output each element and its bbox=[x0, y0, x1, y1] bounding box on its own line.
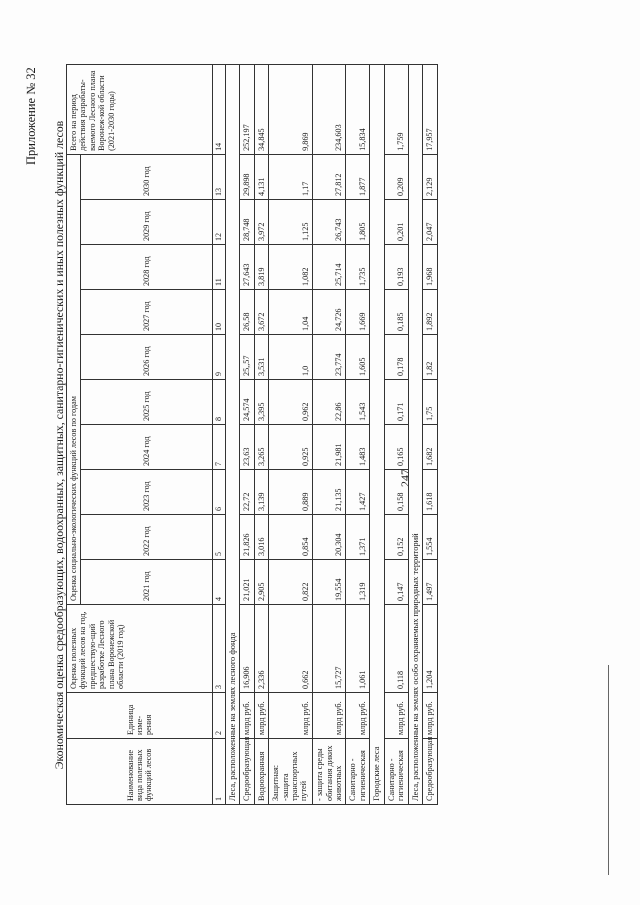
row-base-value: 0,662 bbox=[269, 605, 313, 693]
footer-divider bbox=[608, 665, 609, 875]
row-year-value: 3,972 bbox=[254, 200, 268, 245]
row-year-value: 1,371 bbox=[346, 515, 370, 560]
row-year-value: 1,682 bbox=[423, 425, 437, 470]
row-year-value: 3,265 bbox=[254, 425, 268, 470]
header-year: 2030 год bbox=[81, 154, 213, 199]
row-year-value: 0,201 bbox=[384, 200, 408, 245]
row-year-value: 1,968 bbox=[423, 245, 437, 290]
row-year-value: 0,962 bbox=[269, 380, 313, 425]
row-year-value: 2,047 bbox=[423, 200, 437, 245]
row-base-value: 1,204 bbox=[423, 605, 437, 693]
valuation-table bbox=[66, 64, 438, 805]
header-group: Оценка социально-экологических функций лесов по годам bbox=[67, 154, 81, 604]
row-year-value: 21,981 bbox=[313, 425, 346, 470]
row-year-value: 21,021 bbox=[240, 560, 254, 605]
page-number: 247 bbox=[398, 469, 412, 487]
row-year-value: 0,158 bbox=[384, 470, 408, 515]
row-year-value: 29,898 bbox=[240, 154, 254, 199]
row-year-value: 0,147 bbox=[384, 560, 408, 605]
row-year-value: 1,892 bbox=[423, 290, 437, 335]
row-unit: млрд руб. bbox=[346, 693, 370, 739]
row-year-value: 2,129 bbox=[423, 154, 437, 199]
row-year-value: 22,86 bbox=[313, 380, 346, 425]
row-year-value: 4,131 bbox=[254, 154, 268, 199]
row-name: Защитная: -защита транспортных путей bbox=[269, 739, 313, 805]
row-name: Средообразующая bbox=[423, 739, 437, 805]
col-number: 14 bbox=[213, 64, 225, 154]
row-name: Водоохранная bbox=[254, 739, 268, 805]
row-unit: млрд руб. bbox=[269, 693, 313, 739]
row-year-value: 0,209 bbox=[384, 154, 408, 199]
row-year-value: 26,743 bbox=[313, 200, 346, 245]
row-year-value: 1,543 bbox=[346, 380, 370, 425]
row-unit: млрд руб. bbox=[313, 693, 346, 739]
row-year-value: 24,726 bbox=[313, 290, 346, 335]
row-year-value: 28,748 bbox=[240, 200, 254, 245]
row-total: 34,845 bbox=[254, 64, 268, 154]
row-unit: млрд руб. bbox=[384, 693, 408, 739]
header-year: 2028 год bbox=[81, 245, 213, 290]
table-row bbox=[384, 64, 408, 804]
header-year: 2026 год bbox=[81, 335, 213, 380]
row-year-value: 3,531 bbox=[254, 335, 268, 380]
col-number: 1 bbox=[213, 739, 225, 805]
row-year-value: 0,171 bbox=[384, 380, 408, 425]
col-number: 9 bbox=[213, 335, 225, 380]
row-year-value: 1,618 bbox=[423, 470, 437, 515]
row-year-value: 0,822 bbox=[269, 560, 313, 605]
row-name: Санитарно - гигиеническая bbox=[346, 739, 370, 805]
row-base-value: 15,727 bbox=[313, 605, 346, 693]
row-year-value: 3,395 bbox=[254, 380, 268, 425]
table-row bbox=[269, 64, 313, 804]
col-number: 4 bbox=[213, 560, 225, 605]
row-year-value: 1,805 bbox=[346, 200, 370, 245]
section-row bbox=[408, 64, 423, 804]
row-year-value: 3,016 bbox=[254, 515, 268, 560]
row-unit: млрд руб. bbox=[240, 693, 254, 739]
row-base-value: 1,061 bbox=[346, 605, 370, 693]
table-row bbox=[240, 64, 254, 804]
col-number: 10 bbox=[213, 290, 225, 335]
row-year-value: 25,714 bbox=[313, 245, 346, 290]
col-number: 5 bbox=[213, 515, 225, 560]
row-year-value: 1,04 bbox=[269, 290, 313, 335]
col-number: 8 bbox=[213, 380, 225, 425]
row-year-value: 0,152 bbox=[384, 515, 408, 560]
row-year-value: 2,905 bbox=[254, 560, 268, 605]
row-year-value: 1,497 bbox=[423, 560, 437, 605]
row-base-value: 2,336 bbox=[254, 605, 268, 693]
row-year-value: 27,812 bbox=[313, 154, 346, 199]
col-number: 2 bbox=[213, 693, 225, 739]
row-name: Санитарно - гигиеническая bbox=[384, 739, 408, 805]
row-year-value: 1,0 bbox=[269, 335, 313, 380]
row-year-value: 26,58 bbox=[240, 290, 254, 335]
row-total: 15,834 bbox=[346, 64, 370, 154]
row-year-value: 3,672 bbox=[254, 290, 268, 335]
col-number: 11 bbox=[213, 245, 225, 290]
row-year-value: 1,554 bbox=[423, 515, 437, 560]
header-name: Наименование вида полезных функций лесов bbox=[67, 739, 213, 805]
row-year-value: 1,427 bbox=[346, 470, 370, 515]
appendix-label: Приложение № 32 bbox=[24, 67, 38, 165]
section-forest-fund: Леса, расположенные на землях лесного фонда bbox=[225, 64, 240, 804]
row-year-value: 1,75 bbox=[423, 380, 437, 425]
header-year: 2024 год bbox=[81, 425, 213, 470]
section-protected: Леса, расположенные на землях особо охраняемых природных территорий bbox=[408, 64, 423, 804]
row-unit: млрд руб. bbox=[254, 693, 268, 739]
row-year-value: 23,774 bbox=[313, 335, 346, 380]
document-title: Экономическая оценка средообразующих, водоохранных, защитных, санитарно-гигиенических и иных полезных функций лесов bbox=[52, 120, 66, 770]
row-year-value: 1,483 bbox=[346, 425, 370, 470]
row-base-value: 0,118 bbox=[384, 605, 408, 693]
table-row bbox=[254, 64, 268, 804]
header-base-2019: Оценка полезных функций лесов на год, предшествую-щий разработке Лесного плана Воронежской области (2019 год) bbox=[67, 605, 213, 693]
header-year: 2022 год bbox=[81, 515, 213, 560]
header-year: 2029 год bbox=[81, 200, 213, 245]
col-number: 6 bbox=[213, 470, 225, 515]
row-year-value: 22,72 bbox=[240, 470, 254, 515]
table-row bbox=[346, 64, 370, 804]
col-number: 13 bbox=[213, 154, 225, 199]
row-year-value: 1,669 bbox=[346, 290, 370, 335]
row-year-value: 3,819 bbox=[254, 245, 268, 290]
table-row bbox=[423, 64, 437, 804]
row-year-value: 1,82 bbox=[423, 335, 437, 380]
column-number-row bbox=[213, 64, 225, 804]
row-year-value: 1,605 bbox=[346, 335, 370, 380]
row-year-value: 1,319 bbox=[346, 560, 370, 605]
row-total: 234,603 bbox=[313, 64, 346, 154]
row-year-value: 1,082 bbox=[269, 245, 313, 290]
row-name: - защита среды обитания диких животных bbox=[313, 739, 346, 805]
row-base-value: 16,906 bbox=[240, 605, 254, 693]
header-year: 2023 год bbox=[81, 470, 213, 515]
row-total: 1,759 bbox=[384, 64, 408, 154]
row-unit: млрд руб. bbox=[423, 693, 437, 739]
col-number: 12 bbox=[213, 200, 225, 245]
header-total: Всего на период действия разрабаты-ваемого Лесного плана Воронеж-кой области (2021-2030 годы) bbox=[67, 64, 213, 154]
row-year-value: 20,304 bbox=[313, 515, 346, 560]
header-unit: Единица изме-рения bbox=[67, 693, 213, 739]
row-year-value: 21,826 bbox=[240, 515, 254, 560]
row-year-value: 21,135 bbox=[313, 470, 346, 515]
row-year-value: 0,925 bbox=[269, 425, 313, 470]
row-year-value: 24,574 bbox=[240, 380, 254, 425]
row-year-value: 3,139 bbox=[254, 470, 268, 515]
row-year-value: 1,17 bbox=[269, 154, 313, 199]
header-year: 2021 год bbox=[81, 560, 213, 605]
section-row bbox=[370, 64, 385, 804]
row-name: Средообразующая bbox=[240, 739, 254, 805]
row-year-value: 0,854 bbox=[269, 515, 313, 560]
row-year-value: 1,877 bbox=[346, 154, 370, 199]
col-number: 7 bbox=[213, 425, 225, 470]
section-urban: Городские леса bbox=[370, 64, 385, 804]
row-year-value: 0,178 bbox=[384, 335, 408, 380]
row-total: 9,869 bbox=[269, 64, 313, 154]
row-year-value: 0,165 bbox=[384, 425, 408, 470]
row-year-value: 0,193 bbox=[384, 245, 408, 290]
row-year-value: 0,185 bbox=[384, 290, 408, 335]
row-year-value: 1,125 bbox=[269, 200, 313, 245]
row-total: 17,957 bbox=[423, 64, 437, 154]
row-year-value: 25,,57 bbox=[240, 335, 254, 380]
header-year: 2027 год bbox=[81, 290, 213, 335]
row-year-value: 1,735 bbox=[346, 245, 370, 290]
row-total: 252,197 bbox=[240, 64, 254, 154]
header-row-1 bbox=[67, 64, 81, 804]
table-row bbox=[313, 64, 346, 804]
row-year-value: 23,63 bbox=[240, 425, 254, 470]
row-year-value: 19,554 bbox=[313, 560, 346, 605]
section-row bbox=[225, 64, 240, 804]
row-year-value: 27,643 bbox=[240, 245, 254, 290]
row-year-value: 0,889 bbox=[269, 470, 313, 515]
col-number: 3 bbox=[213, 605, 225, 693]
header-year: 2025 год bbox=[81, 380, 213, 425]
